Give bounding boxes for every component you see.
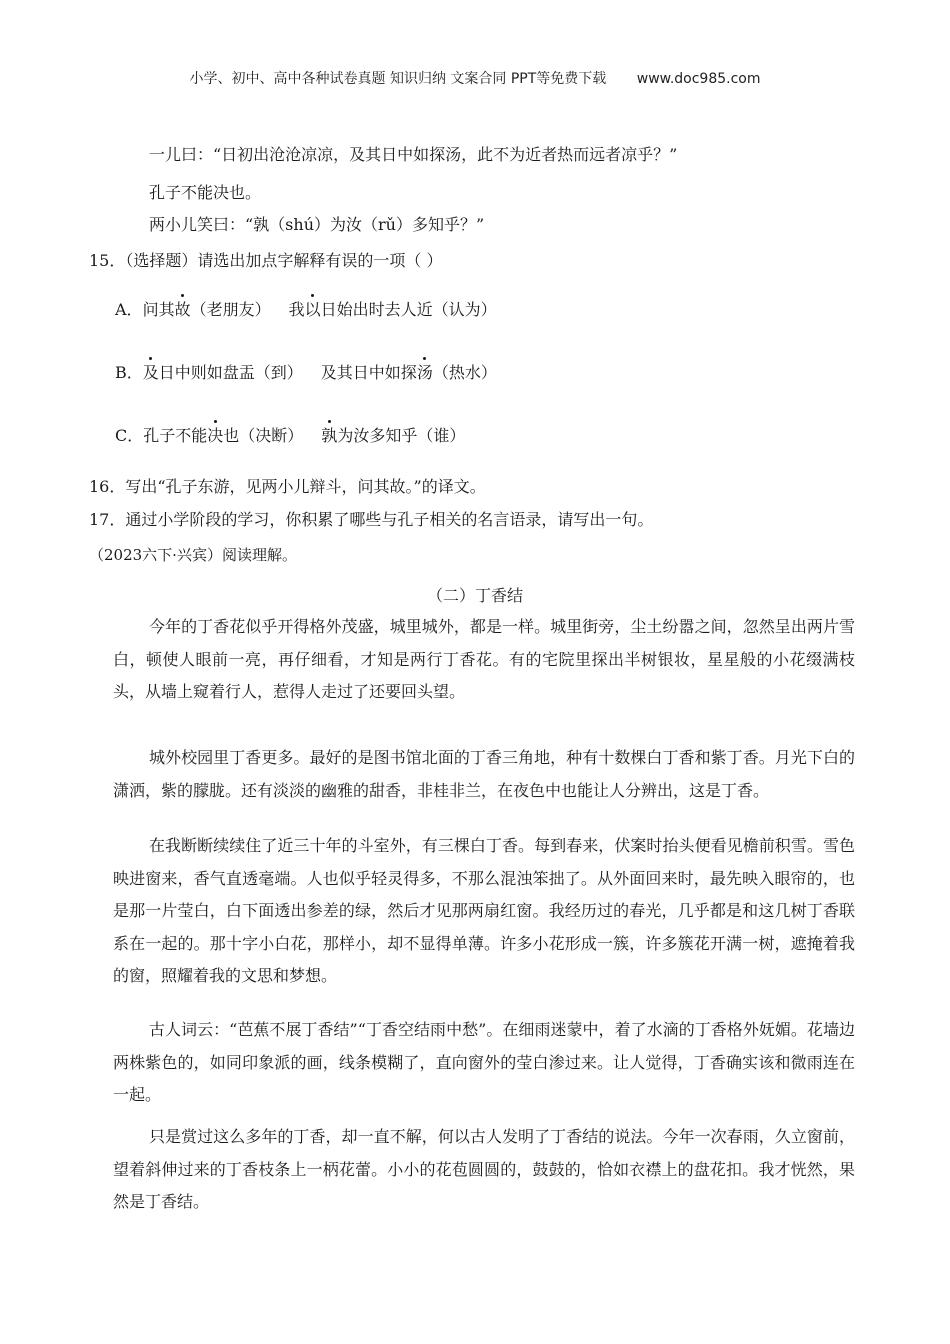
option-text: 日中则如盘盂（到） bbox=[158, 363, 303, 382]
option-text: 也（决断） bbox=[223, 426, 304, 445]
question-17: 17．通过小学阶段的学习，你积累了哪些与孔子相关的名言语录，请写出一句。 bbox=[89, 510, 654, 529]
option-text: 孔子不能 bbox=[143, 426, 208, 445]
section-source: （2023六下·兴宾）阅读理解。 bbox=[89, 546, 297, 564]
option-text: 及其日中如探 bbox=[320, 363, 417, 382]
option-c[interactable] bbox=[115, 426, 465, 446]
page-header bbox=[0, 68, 950, 88]
option-text: 日始出时去人近（认为） bbox=[320, 300, 497, 319]
dotted-character: 以 bbox=[304, 300, 321, 319]
dotted-character: 汤 bbox=[416, 363, 433, 382]
header-text: 小学、初中、高中各种试卷真题 知识归纳 文案合同 PPT等免费下载 bbox=[189, 71, 607, 87]
passage-line: 孔子不能决也。 bbox=[149, 183, 262, 202]
option-letter: B． bbox=[115, 363, 143, 382]
option-letter: C． bbox=[115, 426, 144, 445]
dotted-character: 决 bbox=[207, 426, 224, 445]
option-text: 问其 bbox=[142, 300, 175, 319]
passage-line: 两小儿笑曰：“孰（shú）为汝（rǔ）多知乎？” bbox=[149, 215, 485, 234]
paragraph-3: 在我断断续续住了近三十年的斗室外，有三棵白丁香。每到春来，伏案时抬头便看见檐前积雪。雪色映进窗来，香气直透毫端。人也似乎轻灵得多，不那么混浊笨拙了。从外面回来时，最先映入眼帘的，也是那一片莹白，白下面透出参差的绿，然后才见那两扇红窗。我经历过的春光，几乎都是和这几树丁香联系在一起的。那十字小白花，那样小，却不显得单薄。许多小花形成一簇，许多簇花开满一树，遮掩着我的窗，照耀着我的文思和梦想。 bbox=[113, 836, 855, 985]
passage-line: 一儿曰：“日初出沧沧凉凉，及其日中如探汤，此不为近者热而远者凉乎？” bbox=[149, 145, 678, 164]
dotted-character: 故 bbox=[174, 300, 191, 319]
paragraph-4: 古人词云：“芭蕉不展丁香结”“丁香空结雨中愁”。在细雨迷蒙中，着了水滴的丁香格外妩媚。花墙边两株紫色的，如同印象派的画，线条模糊了，直向窗外的莹白渗过来。让人觉得，丁香确实该和微雨连在一起。 bbox=[113, 1020, 855, 1104]
paragraph-2: 城外校园里丁香更多。最好的是图书馆北面的丁香三角地，种有十数棵白丁香和紫丁香。月光下白的潇洒，紫的朦胧。还有淡淡的幽雅的甜香，非桂非兰，在夜色中也能让人分辨出，这是丁香。 bbox=[113, 748, 855, 800]
section-title: （二）丁香结 bbox=[426, 586, 523, 605]
option-letter: A． bbox=[115, 300, 143, 319]
option-b[interactable] bbox=[115, 363, 497, 383]
option-a[interactable] bbox=[115, 300, 497, 320]
dotted-character: 及 bbox=[142, 363, 159, 382]
header-url[interactable]: www.doc985.com bbox=[636, 71, 761, 87]
option-text: 我 bbox=[288, 300, 305, 319]
option-text: 为汝多知乎（谁） bbox=[337, 426, 466, 445]
paragraph-1: 今年的丁香花似乎开得格外茂盛，城里城外，都是一样。城里街旁，尘土纷嚣之间，忽然呈出两片雪白，顿使人眼前一亮，再仔细看，才知是两行丁香花。有的宅院里探出半树银妆，星星般的小花缀满枝头，从墙上窥着行人，惹得人走过了还要回头望。 bbox=[113, 617, 855, 701]
dotted-character: 孰 bbox=[321, 426, 338, 445]
question-15-stem: 15．（选择题）请选出加点字解释有误的一项（ ） bbox=[89, 251, 443, 270]
option-text: （老朋友） bbox=[190, 300, 271, 319]
paragraph-5: 只是赏过这么多年的丁香，却一直不解，何以古人发明了丁香结的说法。今年一次春雨，久立窗前，望着斜伸过来的丁香枝条上一柄花蕾。小小的花苞圆圆的，鼓鼓的，恰如衣襟上的盘花扣。我才恍然，果然是丁香结。 bbox=[113, 1127, 855, 1211]
option-text: （热水） bbox=[432, 363, 497, 382]
question-16: 16．写出“孔子东游，见两小儿辩斗，问其故。”的译文。 bbox=[89, 477, 486, 496]
